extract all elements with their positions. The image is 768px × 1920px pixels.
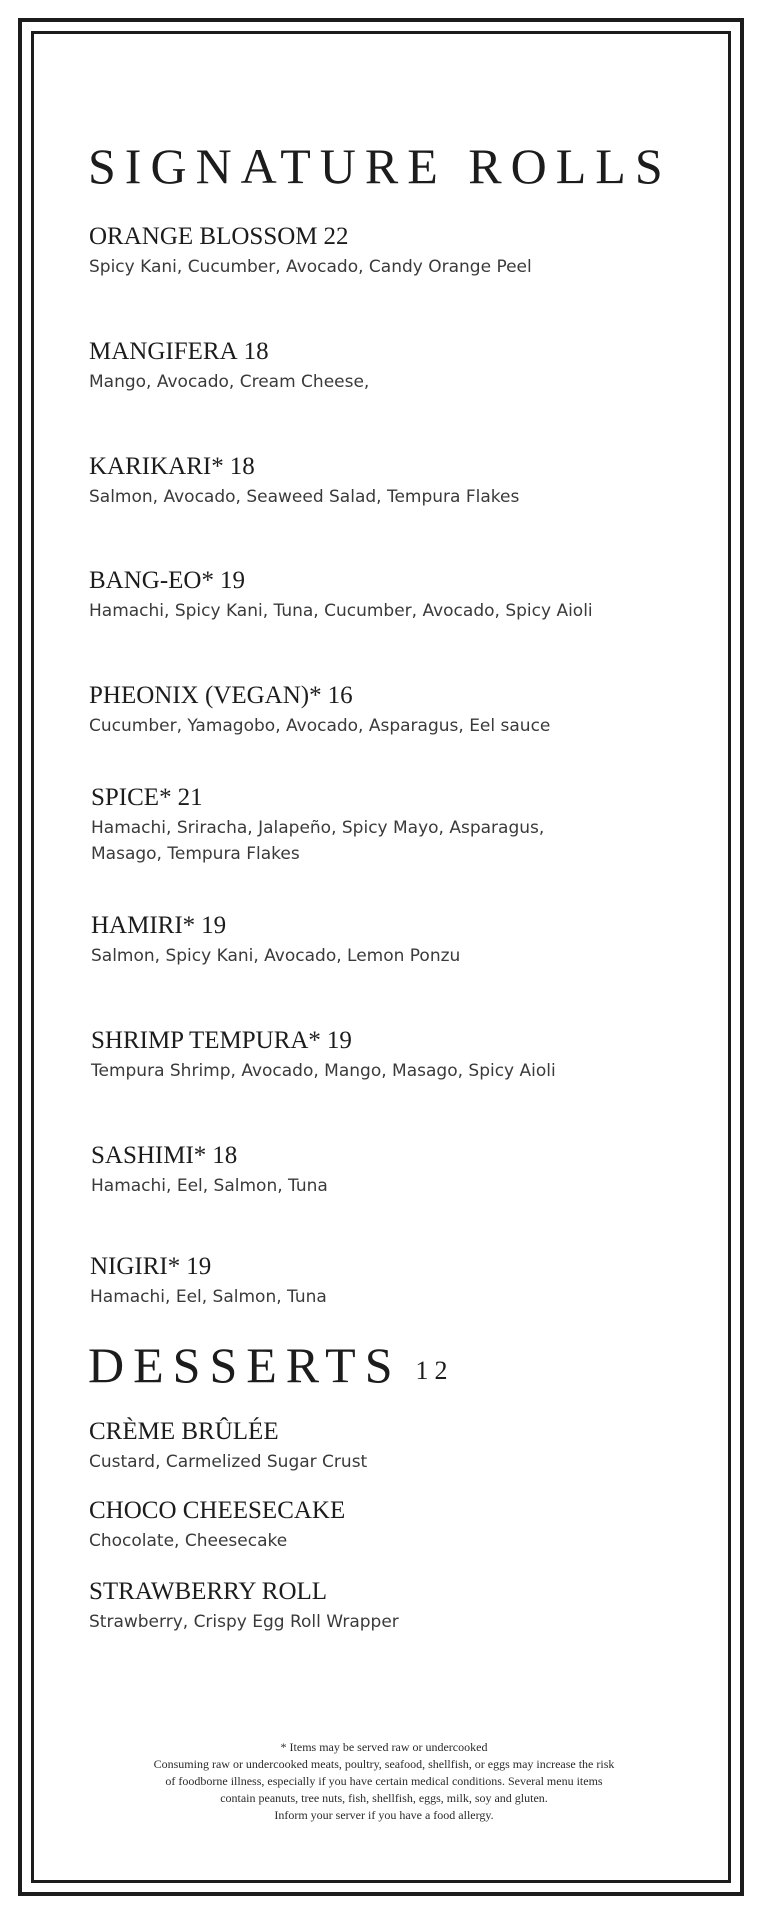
item-description: Mango, Avocado, Cream Cheese, [89, 372, 370, 392]
item-price: 16 [327, 682, 353, 709]
item-name: ORANGE BLOSSOM [89, 223, 318, 250]
menu-item-choco-cheesecake [89, 1496, 689, 1554]
item-price: 21 [177, 784, 203, 811]
menu-item-orange-blossom [89, 222, 689, 280]
item-price: 18 [212, 1142, 238, 1169]
item-description: Chocolate, Cheesecake [89, 1531, 288, 1551]
item-name-line [89, 222, 689, 252]
item-description-line-2: Masago, Tempura Flakes [91, 844, 300, 864]
item-description: Hamachi, Eel, Salmon, Tuna [90, 1287, 327, 1307]
item-name-line [91, 783, 691, 813]
item-price: 19 [201, 912, 227, 939]
menu-item-pheonix [89, 681, 689, 739]
allergy-notice [84, 1739, 684, 1824]
item-name-line [89, 452, 689, 482]
item-name: SASHIMI* [91, 1142, 207, 1169]
menu-item-sashimi [91, 1141, 691, 1199]
item-name: PHEONIX (VEGAN)* [89, 682, 322, 709]
item-name-line [89, 566, 689, 596]
desserts-title-line [88, 1337, 454, 1393]
item-price: 18 [243, 338, 269, 365]
item-name: CHOCO CHEESECAKE [89, 1497, 346, 1524]
item-name: HAMIRI* [91, 912, 196, 939]
item-name: SHRIMP TEMPURA* [91, 1027, 321, 1054]
item-name: BANG-EO* [89, 567, 214, 594]
item-name-line [91, 1026, 691, 1056]
item-description: Salmon, Avocado, Seaweed Salad, Tempura Flakes [89, 487, 520, 507]
item-name: CRÈME BRÛLÉE [89, 1418, 279, 1445]
notice-line: Consuming raw or undercooked meats, poultry, seafood, shellfish, or eggs may increase the risk [153, 1757, 615, 1771]
item-description: Spicy Kani, Cucumber, Avocado, Candy Orange Peel [89, 257, 532, 277]
item-name-line [91, 1141, 691, 1171]
menu-item-hamiri [91, 911, 691, 969]
menu-item-bang-eo [89, 566, 689, 624]
notice-line: contain peanuts, tree nuts, fish, shellfish, eggs, milk, soy and gluten. [220, 1791, 548, 1805]
item-description: Hamachi, Eel, Salmon, Tuna [91, 1176, 328, 1196]
item-description: Tempura Shrimp, Avocado, Mango, Masago, Spicy Aioli [91, 1061, 556, 1081]
item-description: Hamachi, Spicy Kani, Tuna, Cucumber, Avocado, Spicy Aioli [89, 601, 593, 621]
item-name: NIGIRI* [90, 1253, 181, 1280]
menu-item-karikari [89, 452, 689, 510]
menu-item-shrimp-tempura [91, 1026, 691, 1084]
menu-item-strawberry-roll [89, 1577, 689, 1635]
item-description: Strawberry, Crispy Egg Roll Wrapper [89, 1612, 399, 1632]
menu-item-spice [91, 783, 691, 867]
notice-line: * Items may be served raw or undercooked [280, 1740, 488, 1754]
item-name-line [90, 1252, 690, 1282]
item-name-line [91, 911, 691, 941]
menu-item-nigiri [90, 1252, 690, 1310]
item-description: Custard, Carmelized Sugar Crust [89, 1452, 368, 1472]
item-description: Hamachi, Sriracha, Jalapeño, Spicy Mayo, Asparagus, [91, 818, 545, 838]
notice-line: Inform your server if you have a food allergy. [274, 1808, 494, 1822]
item-description: Cucumber, Yamagobo, Avocado, Asparagus, Eel sauce [89, 716, 551, 736]
item-price: 19 [220, 567, 245, 594]
desserts-title: DESSERTS [88, 1337, 402, 1393]
item-price: 22 [323, 223, 349, 250]
item-name-line [89, 681, 689, 711]
item-name: SPICE* [91, 784, 172, 811]
item-name-line [89, 337, 689, 367]
notice-line: of foodborne illness, especially if you have certain medical conditions. Several menu items [165, 1774, 603, 1788]
item-price: 19 [326, 1027, 352, 1054]
menu-item-creme-brulee [89, 1417, 689, 1475]
desserts-price: 12 [415, 1355, 454, 1385]
signature-rolls-title: SIGNATURE ROLLS [88, 138, 672, 194]
item-price: 18 [229, 453, 255, 480]
item-description: Salmon, Spicy Kani, Avocado, Lemon Ponzu [91, 946, 461, 966]
item-price: 19 [186, 1253, 212, 1280]
item-name: STRAWBERRY ROLL [89, 1578, 328, 1605]
menu-item-mangifera [89, 337, 689, 395]
item-name: KARIKARI* [89, 453, 224, 480]
item-name: MANGIFERA [89, 338, 238, 365]
